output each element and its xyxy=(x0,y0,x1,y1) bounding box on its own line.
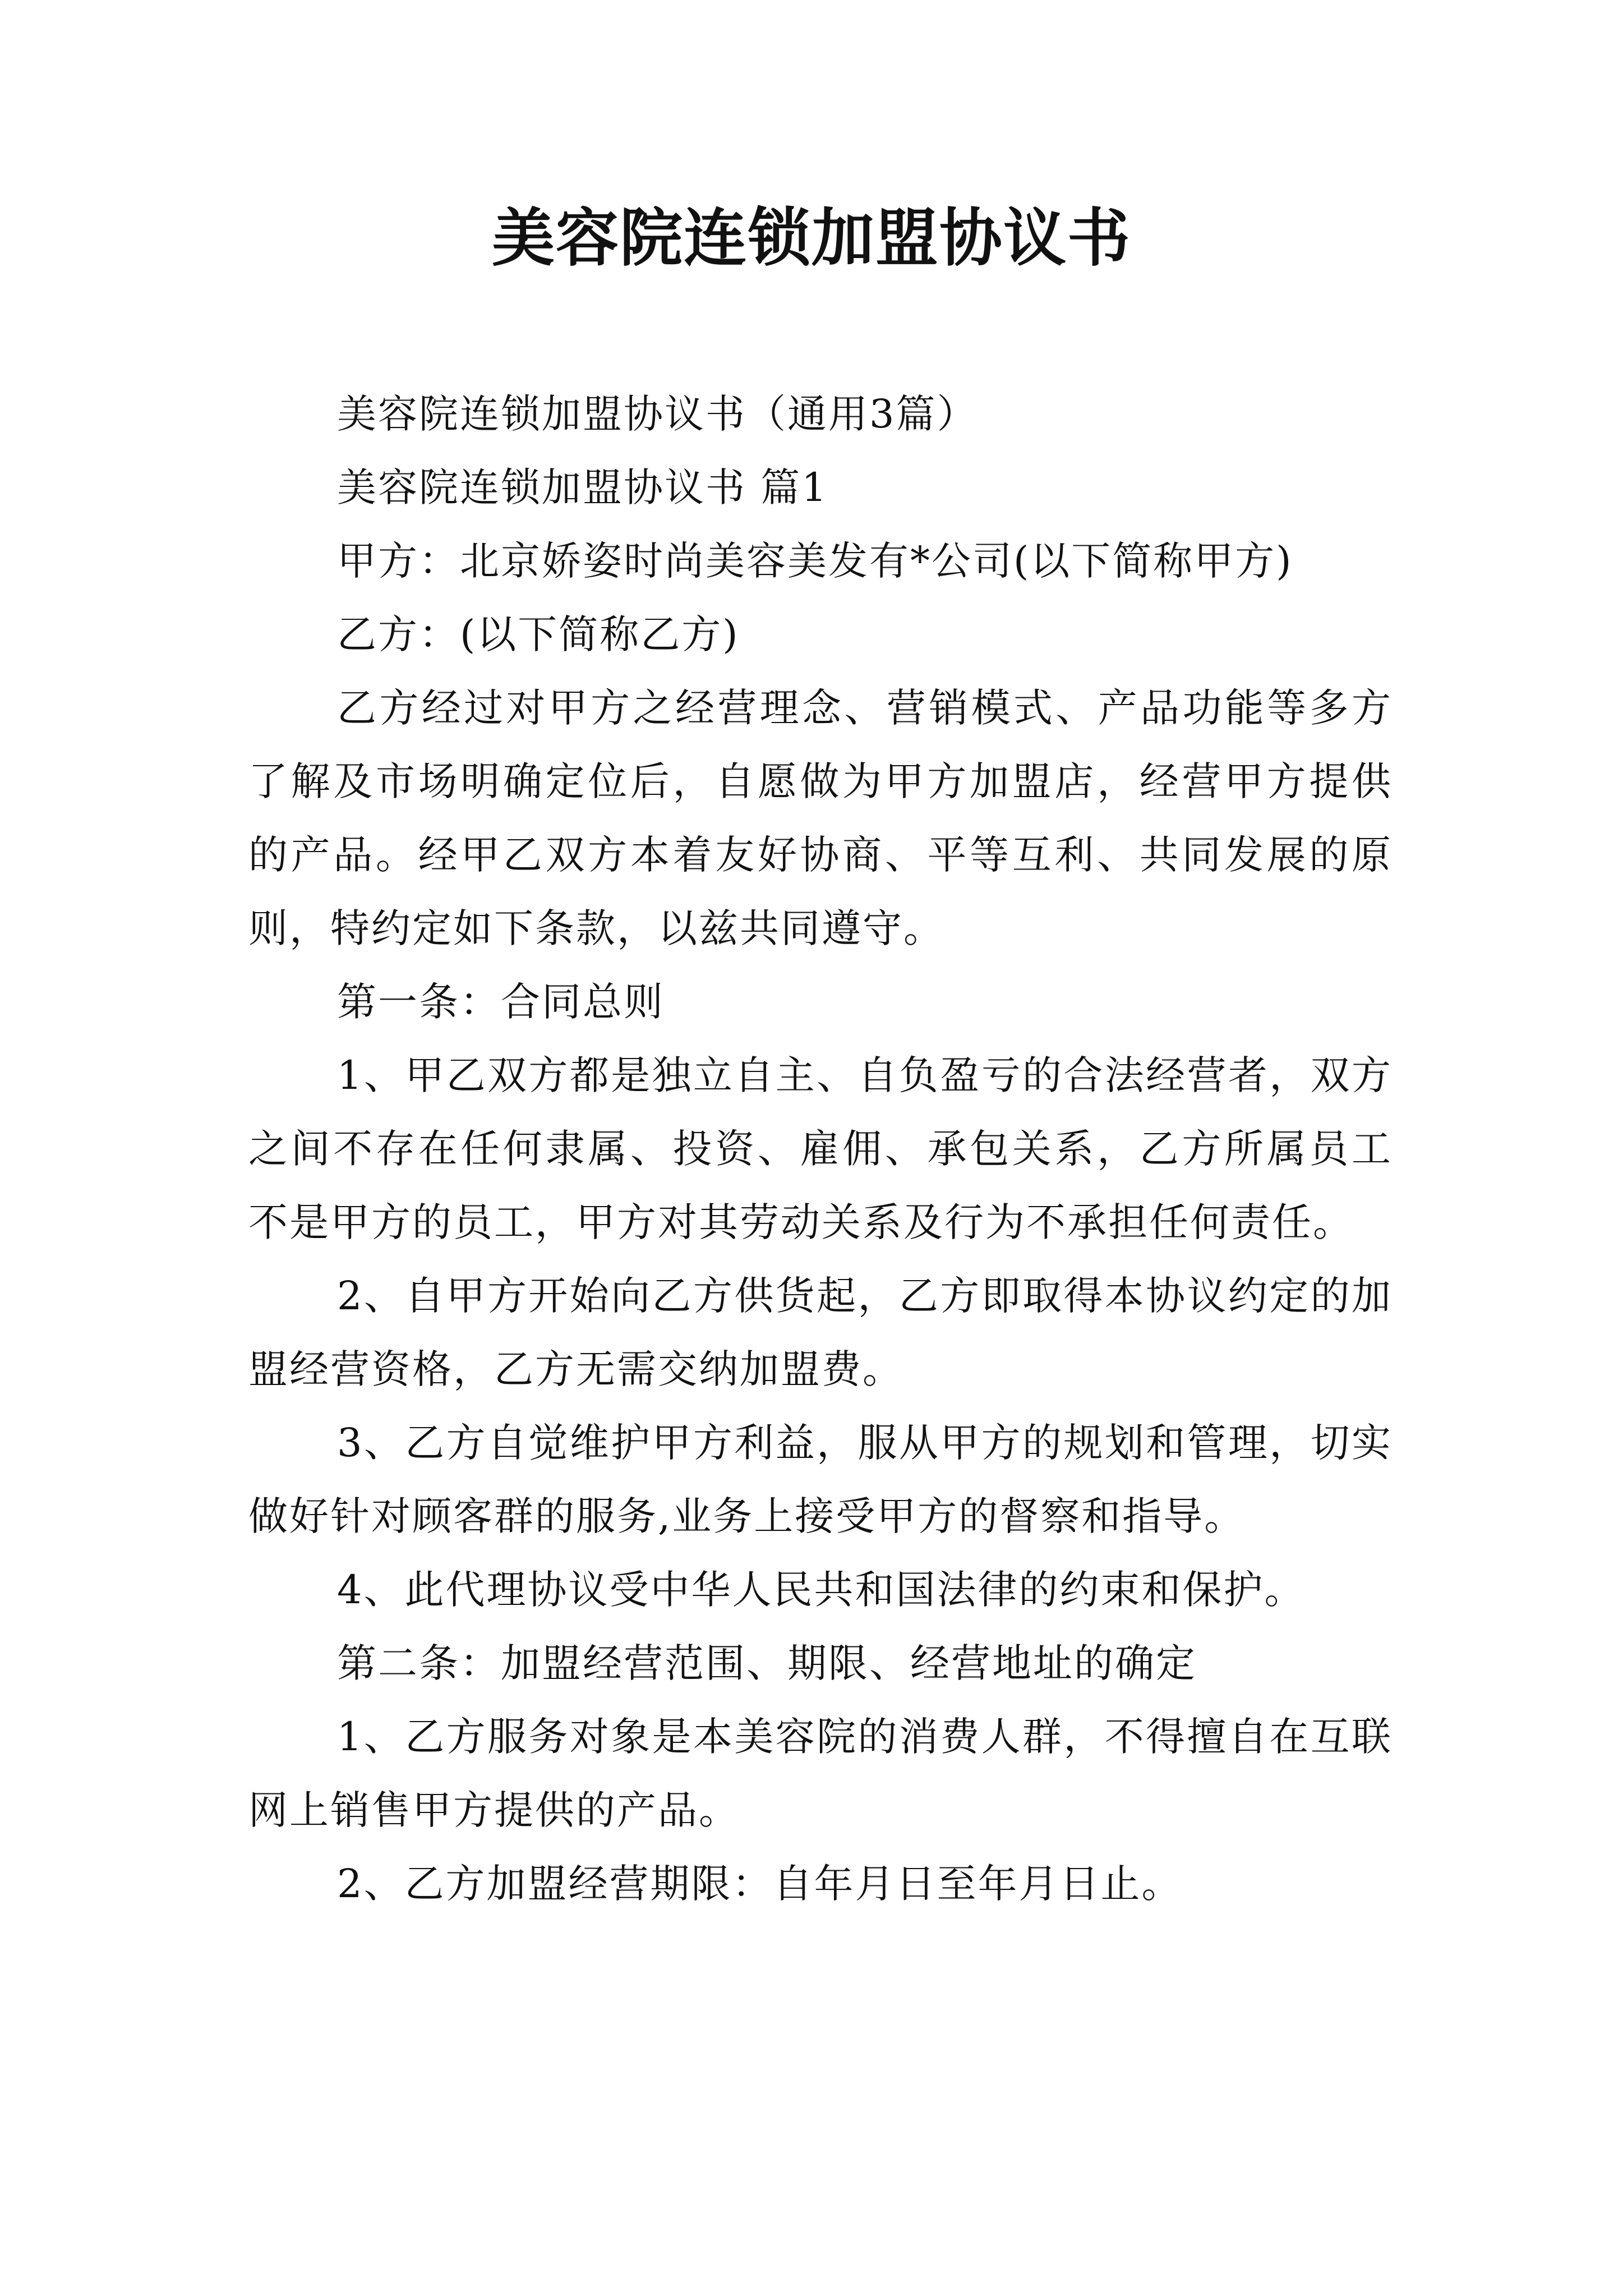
paragraph-subtitle: 美容院连锁加盟协议书（通用3篇） xyxy=(337,391,978,437)
paragraph-party-b: 乙方：(以下简称乙方) xyxy=(337,611,740,657)
paragraph-article-2-heading: 第二条：加盟经营范围、期限、经营地址的确定 xyxy=(337,1640,1197,1686)
paragraph-article-1-clause-2: 2、自甲方开始向乙方供货起，乙方即取得本协议约定的加盟经营资格，乙方无需交纳加盟费。 xyxy=(248,1273,1393,1392)
paragraph-article-1-clause-1: 1、甲乙双方都是独立自主、自负盈亏的合法经营者，双方之间不存在任何隶属、投资、雇佣、承包关系，乙方所属员工不是甲方的员工，甲方对其劳动关系及行为不承担任何责任。 xyxy=(248,1052,1393,1245)
paragraph-party-a: 甲方：北京娇姿时尚美容美发有*公司(以下简称甲方) xyxy=(337,538,1293,584)
document-body xyxy=(248,378,1393,1921)
paragraph-article-1-clause-4: 4、此代理协议受中华人民共和国法律的约束和保护。 xyxy=(337,1567,1306,1613)
document-title: 美容院连锁加盟协议书 xyxy=(492,201,1131,275)
paragraph-section-heading: 美容院连锁加盟协议书 篇1 xyxy=(337,464,828,510)
paragraph-article-1-heading: 第一条：合同总则 xyxy=(337,979,665,1025)
paragraph-preamble: 乙方经过对甲方之经营理念、营销模式、产品功能等多方了解及市场明确定位后，自愿做为甲方加盟店，经营甲方提供的产品。经甲乙双方本着友好协商、平等互利、共同发展的原则，特约定如下条款，以兹共同遵守。 xyxy=(248,685,1393,951)
paragraph-article-2-clause-1: 1、乙方服务对象是本美容院的消费人群，不得擅自在互联网上销售甲方提供的产品。 xyxy=(248,1714,1393,1833)
paragraph-article-2-clause-2: 2、乙方加盟经营期限：自年月日至年月日止。 xyxy=(337,1861,1183,1907)
paragraph-article-1-clause-3: 3、乙方自觉维护甲方利益，服从甲方的规划和管理，切实做好针对顾客群的服务,业务上接受甲方的督察和指导。 xyxy=(248,1420,1393,1539)
